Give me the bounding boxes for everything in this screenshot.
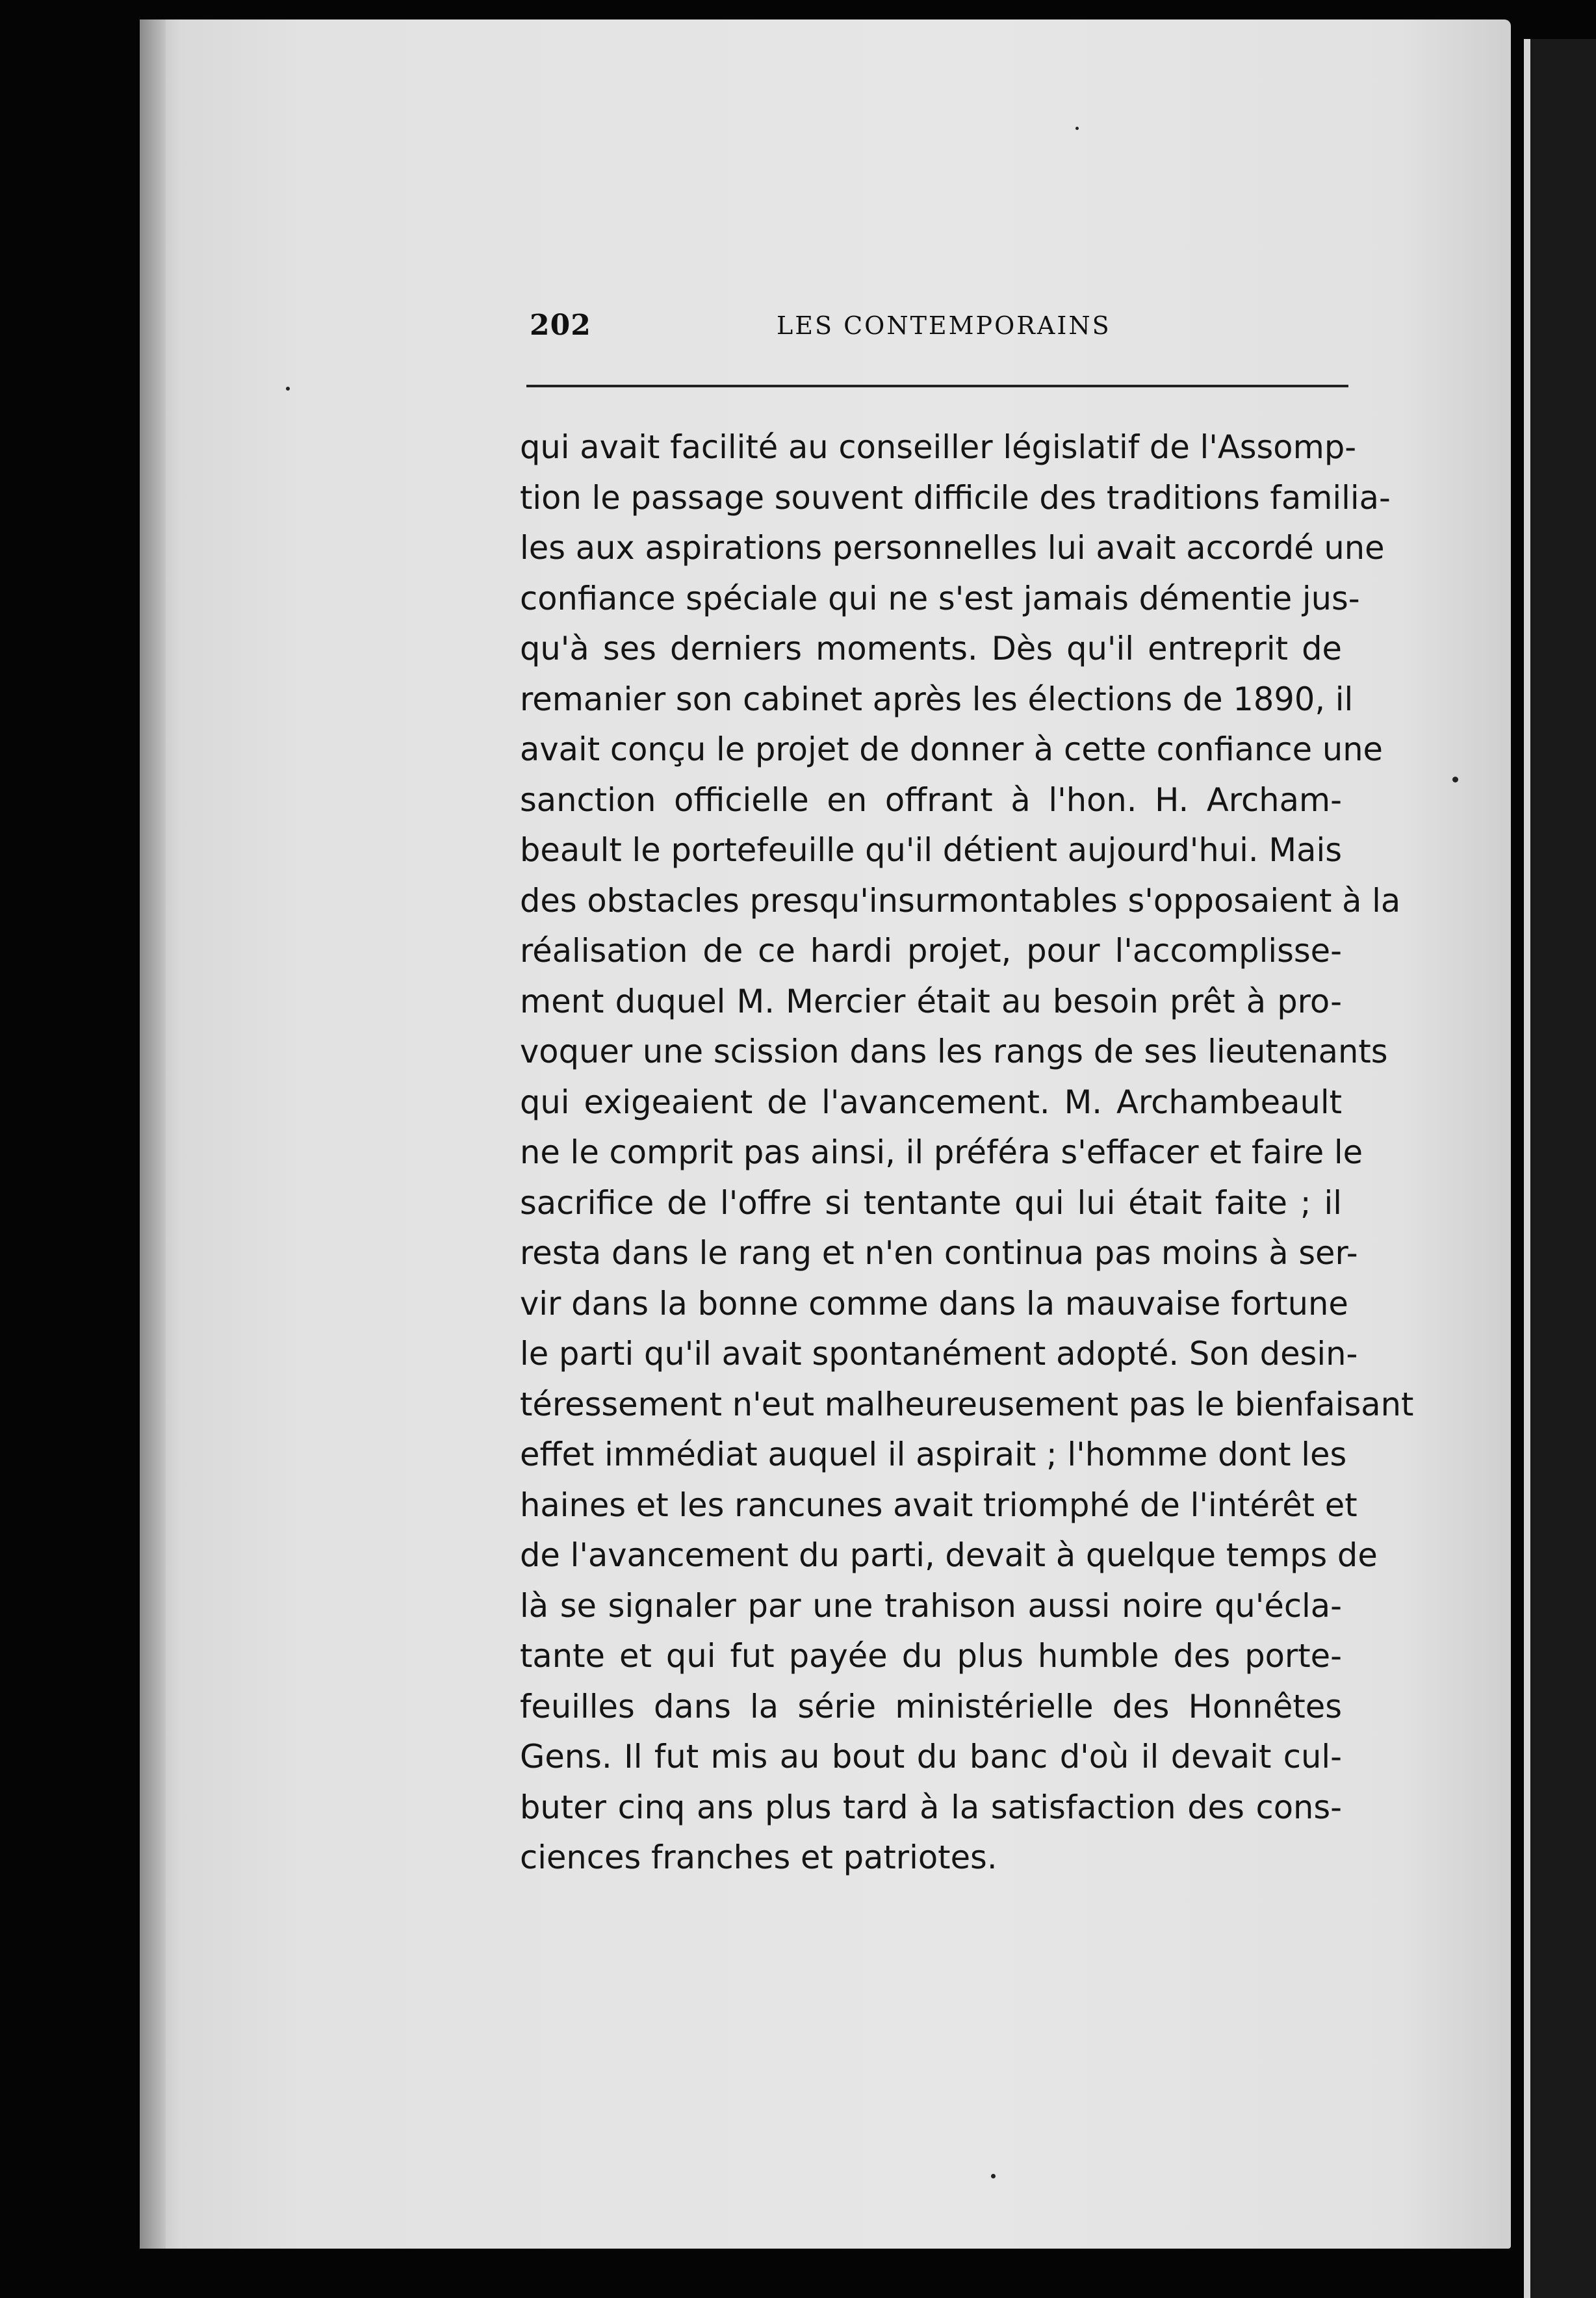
- text-line: là se signaler par une trahison aussi noire qu'écla-: [520, 1586, 1342, 1625]
- text-line: qu'à ses derniers moments. Dès qu'il entreprit de: [520, 630, 1342, 667]
- scan-speck: [991, 2174, 996, 2178]
- text-line: voquer une scission dans les rangs de ses lieutenants: [520, 1033, 1388, 1070]
- text-line: des obstacles presqu'insurmontables s'opposaient à la: [520, 881, 1401, 920]
- page-header: [530, 309, 1387, 348]
- text-line: Gens. Il fut mis au bout du banc d'où il devait cul-: [520, 1738, 1342, 1775]
- text-line: téressement n'eut malheureusement pas le bienfaisant: [520, 1385, 1414, 1423]
- text-line: tante et qui fut payée du plus humble des porte-: [520, 1637, 1342, 1675]
- text-line: remanier son cabinet après les élections de 1890, il: [520, 680, 1354, 718]
- page-number: 202: [530, 309, 591, 342]
- text-line: sanction officielle en offrant à l'hon. H. Archam-: [520, 781, 1342, 819]
- text-line: effet immédiat auquel il aspirait ; l'homme dont les: [520, 1436, 1347, 1473]
- text-line: resta dans le rang et n'en continua pas moins à ser-: [520, 1234, 1358, 1272]
- facing-page-shadow: [1530, 39, 1596, 2298]
- text-line: qui exigeaient de l'avancement. M. Archambeault: [520, 1083, 1342, 1121]
- body-text: [520, 422, 1414, 1883]
- binding-edge: [140, 19, 166, 2249]
- text-line: tion le passage souvent difficile des traditions familia-: [520, 478, 1391, 517]
- facing-page-edge: [1524, 39, 1530, 2298]
- text-line: les aux aspirations personnelles lui avait accordé une: [520, 529, 1385, 567]
- text-line: de l'avancement du parti, devait à quelque temps de: [520, 1536, 1378, 1574]
- text-line: buter cinq ans plus tard à la satisfaction des cons-: [520, 1788, 1342, 1826]
- text-line: vir dans la bonne comme dans la mauvaise fortune: [520, 1284, 1348, 1323]
- text-line: le parti qu'il avait spontanément adopté. Son desin-: [520, 1335, 1358, 1373]
- text-line: qui avait facilité au conseiller législatif de l'Assomp-: [520, 428, 1357, 466]
- text-line: beault le portefeuille qu'il détient aujourd'hui. Mais: [520, 831, 1342, 869]
- header-rule: [526, 385, 1348, 387]
- text-line: confiance spéciale qui ne s'est jamais démentie jus-: [520, 579, 1360, 617]
- scan-speck: [286, 387, 290, 391]
- text-line: ment duquel M. Mercier était au besoin prêt à pro-: [520, 982, 1342, 1020]
- text-line: haines et les rancunes avait triomphé de l'intérêt et: [520, 1486, 1358, 1524]
- scan-speck: [1075, 127, 1079, 130]
- text-line: réalisation de ce hardi projet, pour l'accomplisse-: [520, 932, 1342, 970]
- text-line: avait conçu le projet de donner à cette confiance une: [520, 730, 1384, 768]
- text-line: sacrifice de l'offre si tentante qui lui était faite ; il: [520, 1183, 1342, 1222]
- text-line: ciences franches et patriotes.: [520, 1839, 997, 1876]
- running-title: LES CONTEMPORAINS: [777, 311, 1111, 340]
- text-line: ne le comprit pas ainsi, il préféra s'effacer et faire le: [520, 1133, 1363, 1171]
- text-line: feuilles dans la série ministérielle des Honnêtes: [520, 1687, 1342, 1725]
- scan-speck: [1452, 777, 1458, 782]
